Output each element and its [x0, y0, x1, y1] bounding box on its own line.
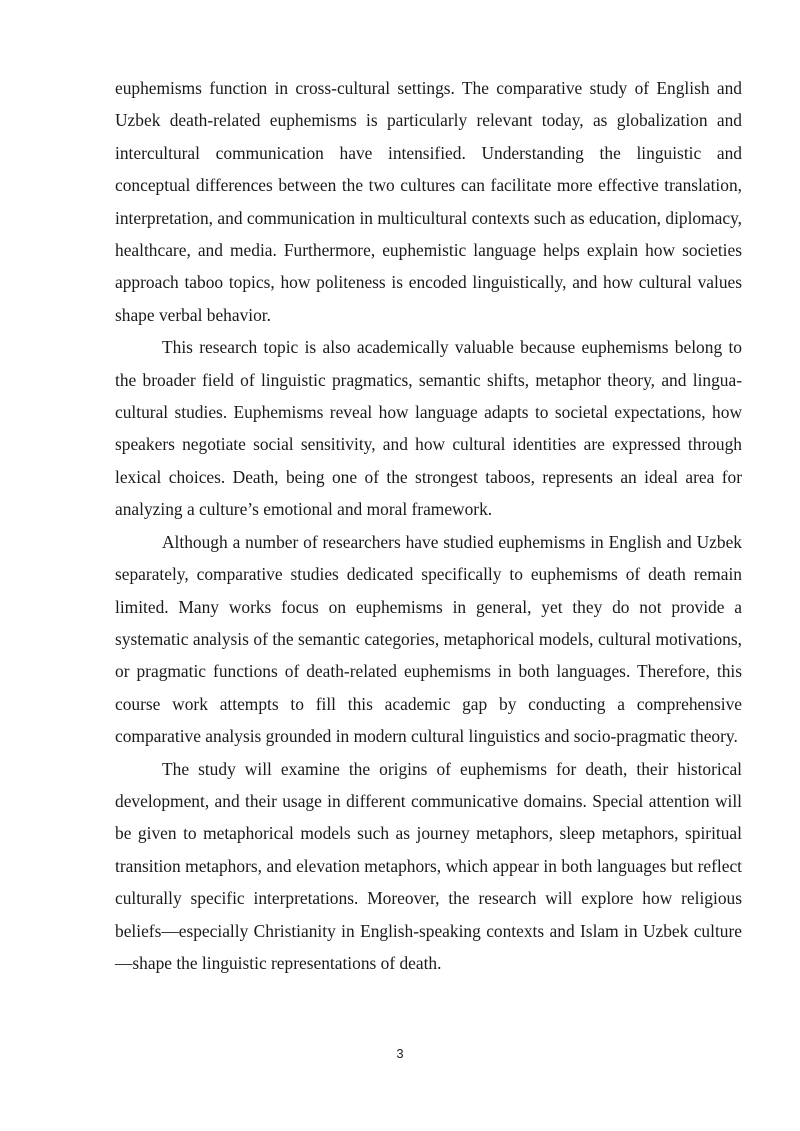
- paragraph-study-scope: The study will examine the origins of euphemisms for death, their historical development, and their usage in different communicative domains. Special attention will be given to metaphorical models such as journey metaphors, sleep metaphors, spiritual transition metaphors, and elevation metaphors, which appear in both languages but reflect culturally specific interpretations. Moreover, the research will explore how religious beliefs—especially Christianity in English-speaking contexts and Islam in Uzbek culture—shape the linguistic representations of death.: [115, 758, 742, 973]
- paragraph-academic-value: This research topic is also academically valuable because euphemisms belong to the broader field of linguistic pragmatics, semantic shifts, metaphor theory, and lingua-cultural studies. Euphemisms reveal how language adapts to societal expectations, how speakers negotiate social sensitivity, and how cultural identities are expressed through lexical choices. Death, being one of the strongest taboos, represents an ideal area for analyzing a culture’s emotional and moral framework.: [115, 337, 742, 520]
- body-text: [115, 72, 742, 979]
- paragraph-research-gap: Although a number of researchers have studied euphemisms in English and Uzbek separately, comparative studies dedicated specifically to euphemisms of death remain limited. Many works focus on euphemisms in general, yet they do not provide a systematic analysis of the semantic categories, metaphorical models, cultural motivations, or pragmatic functions of death-related euphemisms in both languages. Therefore, this course work attempts to fill this academic gap by conducting a comprehensive comparative analysis grounded in modern cultural linguistics and socio-pragmatic theory.: [115, 531, 742, 747]
- page-number: 3: [396, 1046, 404, 1061]
- paragraph-continuation: euphemisms function in cross-cultural settings. The comparative study of English and Uzbek death-related euphemisms is particularly relevant today, as globalization and intercultural communication have intensified. Understanding the linguistic and conceptual differences between the two cultures can facilitate more effective translation, interpretation, and communication in multicultural contexts such as education, diplomacy, healthcare, and media. Furthermore, euphemistic language helps explain how societies approach taboo topics, how politeness is encoded linguistically, and how cultural values shape verbal behavior.: [115, 78, 742, 325]
